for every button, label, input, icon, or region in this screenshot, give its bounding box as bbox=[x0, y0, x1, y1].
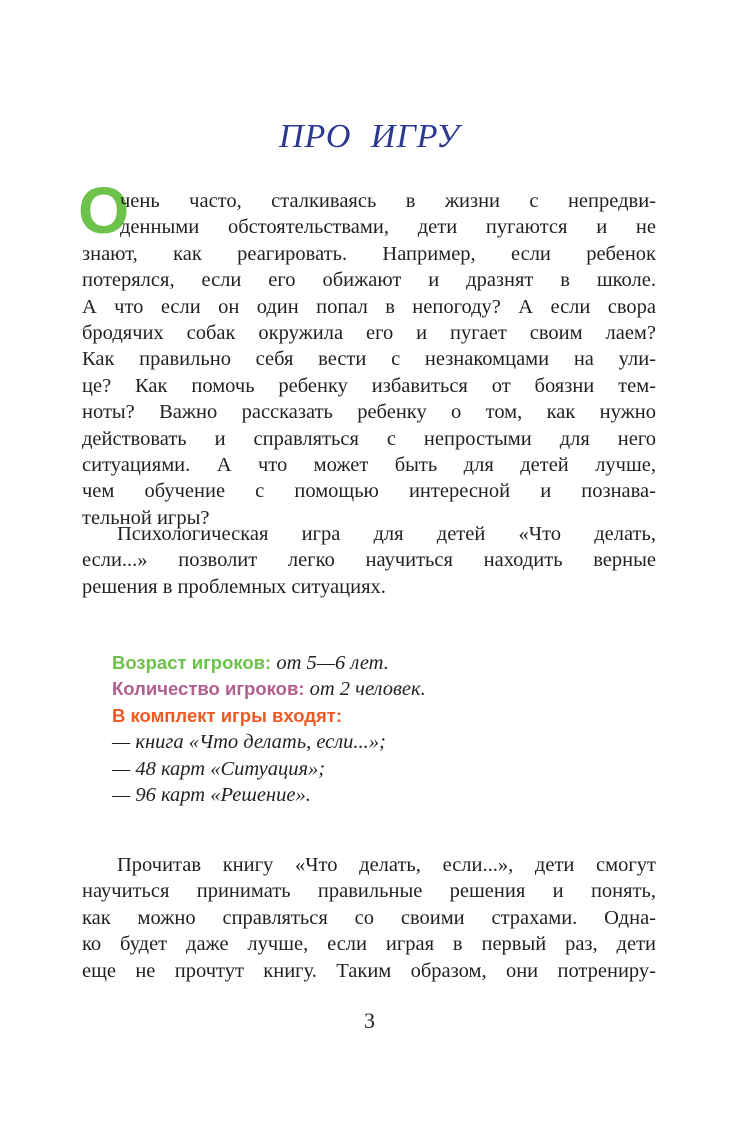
paragraph-line: чем обучение с помощью интересной и познава- bbox=[82, 480, 656, 503]
intro-paragraph bbox=[82, 188, 656, 531]
paragraph-line: знают, как реагировать. Например, если ребенок bbox=[82, 242, 656, 265]
kit-contents-label: В комплект игры входят: bbox=[112, 704, 343, 726]
page-title: ПРО ИГРУ bbox=[278, 118, 461, 155]
paragraph-line: Как правильно себя вести с незнакомцами на ули- bbox=[82, 348, 656, 371]
paragraph-line: тельной игры? bbox=[82, 506, 210, 529]
paragraph-line: чень часто, сталкиваясь в жизни с непредви- bbox=[120, 190, 656, 212]
paragraph-line: если...» позволит легко научиться находить верные bbox=[82, 549, 656, 572]
kit-item: — 48 карт «Ситуация»; bbox=[112, 757, 326, 780]
kit-item: — книга «Что делать, если...»; bbox=[112, 731, 386, 754]
game-description-paragraph bbox=[82, 521, 656, 600]
paragraph-line: бродячих собак окружила его и пугает своим лаем? bbox=[82, 321, 656, 344]
kit-contents-row bbox=[112, 703, 426, 729]
paragraph-line: потерялся, если его обижают и дразнят в школе. bbox=[82, 269, 656, 292]
paragraph-line: А что если он один попал в непогоду? А если свора bbox=[82, 295, 656, 318]
page-number: 3 bbox=[364, 1008, 375, 1033]
paragraph-line: Психологическая игра для детей «Что делать, bbox=[117, 523, 656, 545]
paragraph-line: решения в проблемных ситуациях. bbox=[82, 575, 386, 598]
paragraph-line: ситуациями. А что может быть для детей лучше, bbox=[82, 453, 656, 476]
players-age-value: от 5—6 лет. bbox=[276, 652, 389, 674]
paragraph-line: научиться принимать правильные решения и понять, bbox=[82, 880, 656, 903]
drop-cap-letter: О bbox=[78, 173, 130, 247]
players-count-row bbox=[112, 676, 426, 702]
paragraph-line: действовать и справляться с непростыми для него bbox=[82, 427, 656, 450]
paragraph-line: денными обстоятельствами, дети пугаются и не bbox=[120, 216, 656, 239]
paragraph-line: ноты? Важно рассказать ребенку о том, как нужно bbox=[82, 401, 656, 424]
paragraph-line: це? Как помочь ребенку избавиться от боязни тем- bbox=[82, 374, 656, 397]
game-info-block bbox=[112, 650, 426, 808]
players-age-label: Возраст игроков: bbox=[112, 652, 272, 673]
paragraph-line: еще не прочтут книгу. Таким образом, они потрениру- bbox=[82, 959, 656, 982]
paragraph-line: как можно справляться со своими страхами. Одна- bbox=[82, 906, 656, 929]
reading-advice-paragraph bbox=[82, 852, 656, 984]
kit-item: — 96 карт «Решение». bbox=[112, 783, 311, 806]
paragraph-line: ко будет даже лучше, если играя в первый раз, дети bbox=[82, 933, 656, 956]
players-count-label: Количество игроков: bbox=[112, 678, 305, 700]
players-age-row bbox=[112, 650, 426, 676]
players-count-value: от 2 человек. bbox=[309, 678, 426, 701]
paragraph-line: Прочитав книгу «Что делать, если...», дети смогут bbox=[117, 854, 656, 876]
